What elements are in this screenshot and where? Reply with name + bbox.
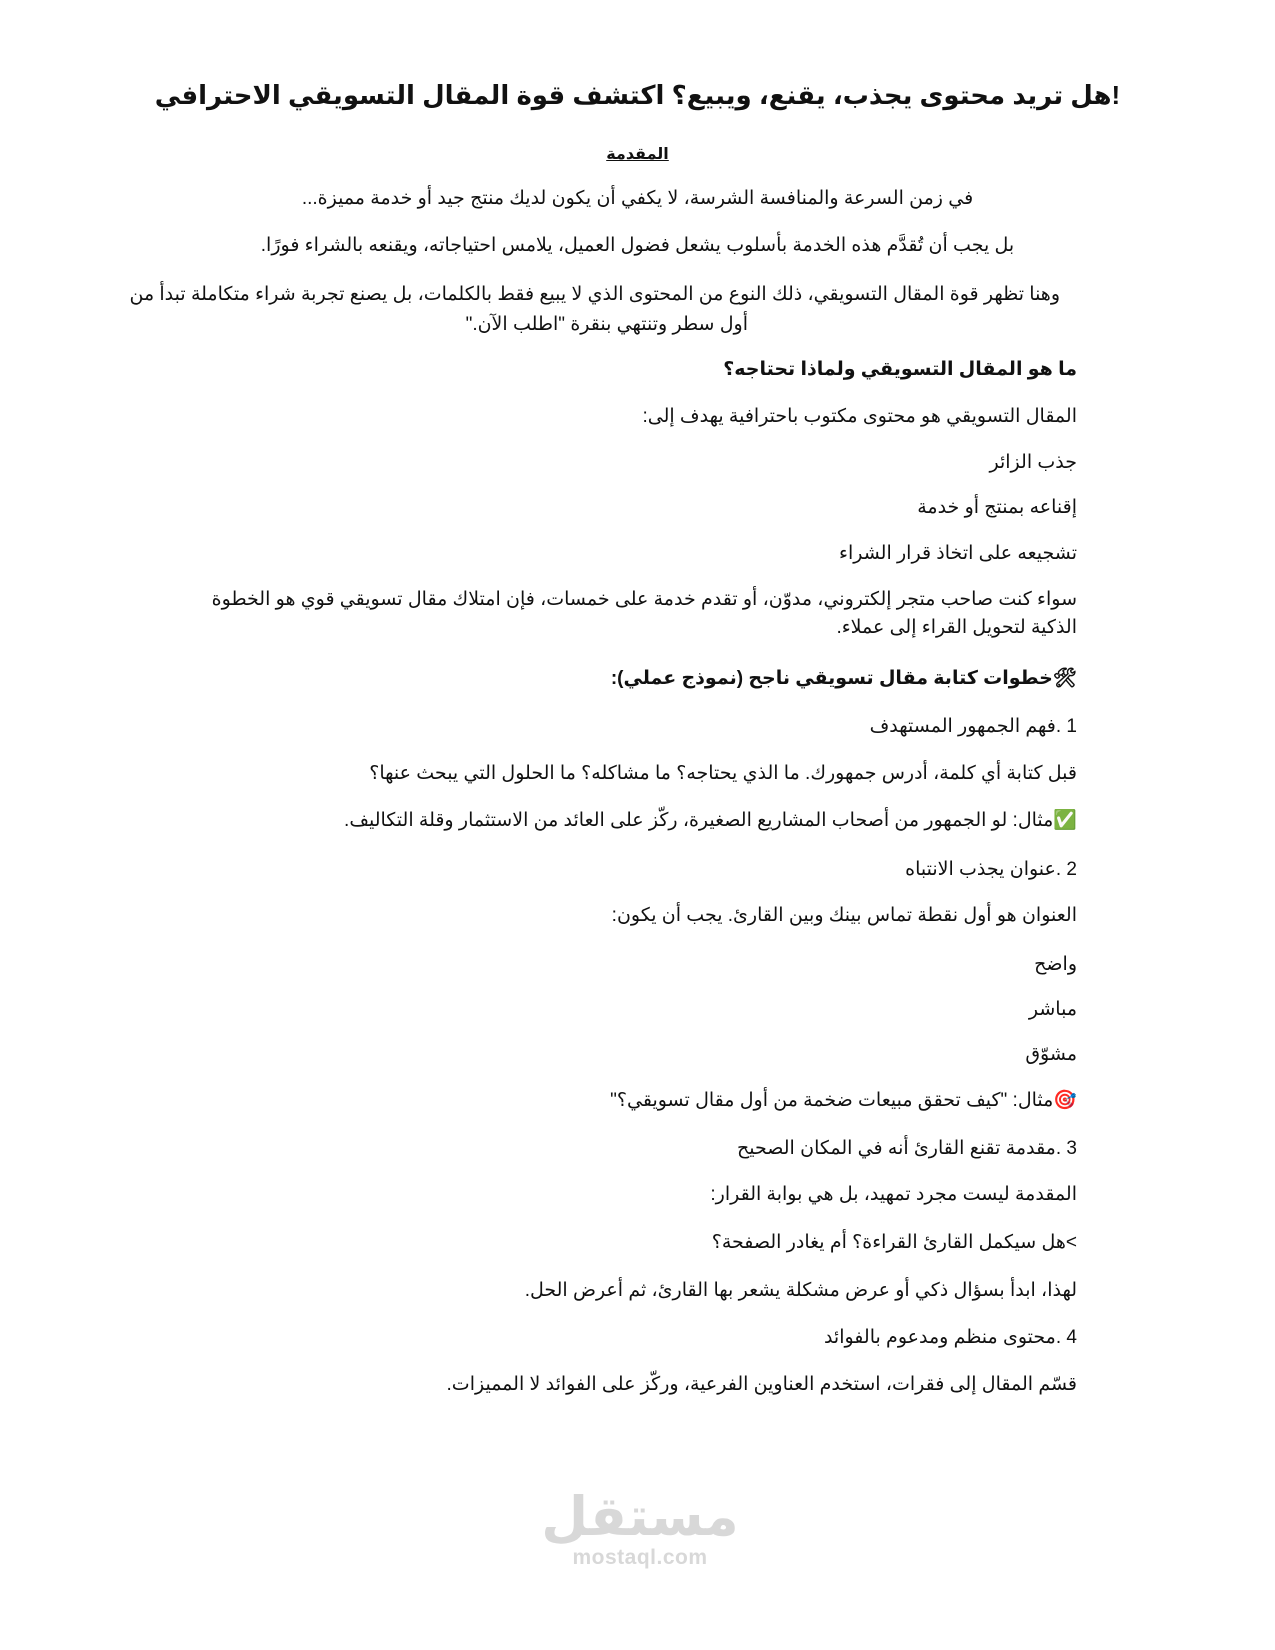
intro-paragraph-3-line-2: أول سطر وتنتهي بنقرة "اطلب الآن." xyxy=(465,314,748,335)
step-2-example: 🎯مثال: "كيف تحقق مبيعات ضخمة من أول مقال تسويقي؟" xyxy=(610,1090,1077,1111)
step-1-text: قبل كتابة أي كلمة، أدرس جمهورك. ما الذي يحتاجه؟ ما مشاكله؟ ما الحلول التي يبحث عنها؟ xyxy=(369,763,1077,784)
intro-paragraph-2: بل يجب أن تُقدَّم هذه الخدمة بأسلوب يشعل فضول العميل، يلامس احتياجاته، ويقنعه بالشراء فورًا. xyxy=(260,235,1015,256)
what-is-closing: سواء كنت صاحب متجر إلكتروني، مدوّن، أو تقدم خدمة على خمسات، فإن امتلاك مقال تسويقي قوي هو الخطوة الذكية لتحويل القراء إلى عملاء. xyxy=(211,589,1077,638)
step-4-text: قسّم المقال إلى فقرات، استخدم العناوين الفرعية، وركّز على الفوائد لا المميزات. xyxy=(446,1374,1077,1395)
watermark-url: mostaql.com xyxy=(572,1546,708,1569)
step-3-quote: >هل سيكمل القارئ القراءة؟ أم يغادر الصفحة؟ xyxy=(711,1232,1077,1253)
step-2-title: 2 .عنوان يجذب الانتباه xyxy=(905,859,1077,880)
mostaql-watermark xyxy=(520,1488,760,1570)
step-2-item: مشوّق xyxy=(1025,1044,1077,1065)
step-1-title: 1 .فهم الجمهور المستهدف xyxy=(869,716,1077,737)
what-is-heading: ما هو المقال التسويقي ولماذا تحتاجه؟ xyxy=(723,359,1077,380)
watermark-logo: مستقل xyxy=(541,1487,739,1547)
step-4-title: 4 .محتوى منظم ومدعوم بالفوائد xyxy=(823,1327,1077,1348)
quote-marker: > xyxy=(1065,1232,1077,1253)
step-2-item: واضح xyxy=(1034,954,1077,975)
what-is-lead: المقال التسويقي هو محتوى مكتوب باحترافية يهدف إلى: xyxy=(642,406,1077,427)
intro-heading: المقدمة xyxy=(606,146,669,163)
step-1-example: ✅مثال: لو الجمهور من أصحاب المشاريع الصغيرة، ركّز على العائد من الاستثمار وقلة التكاليف. xyxy=(344,810,1077,831)
what-is-item: جذب الزائر xyxy=(989,452,1077,473)
step-2-item: مباشر xyxy=(1028,999,1077,1020)
intro-paragraph-3-line-1: وهنا تظهر قوة المقال التسويقي، ذلك النوع من المحتوى الذي لا يبيع فقط بالكلمات، بل يصنع تجربة شراء متكاملة تبدأ من xyxy=(129,284,1060,305)
step-2-text: العنوان هو أول نقطة تماس بينك وبين القارئ. يجب أن يكون: xyxy=(611,905,1077,926)
step-3-text: المقدمة ليست مجرد تمهيد، بل هي بوابة القرار: xyxy=(710,1184,1077,1205)
step-3-advice: لهذا، ابدأ بسؤال ذكي أو عرض مشكلة يشعر بها القارئ، ثم أعرض الحل. xyxy=(524,1280,1077,1301)
intro-paragraph-1: في زمن السرعة والمنافسة الشرسة، لا يكفي أن يكون لديك منتج جيد أو خدمة مميزة... xyxy=(301,188,974,209)
what-is-item: تشجيعه على اتخاذ قرار الشراء xyxy=(839,543,1077,564)
step-3-title: 3 .مقدمة تقنع القارئ أنه في المكان الصحيح xyxy=(737,1138,1077,1159)
document-title: !هل تريد محتوى يجذب، يقنع، ويبيع؟ اكتشف قوة المقال التسويقي الاحترافي xyxy=(154,80,1121,110)
steps-heading: 🛠خطوات كتابة مقال تسويقي ناجح (نموذج عملي): xyxy=(610,668,1077,689)
what-is-item: إقناعه بمنتج أو خدمة xyxy=(917,497,1077,518)
